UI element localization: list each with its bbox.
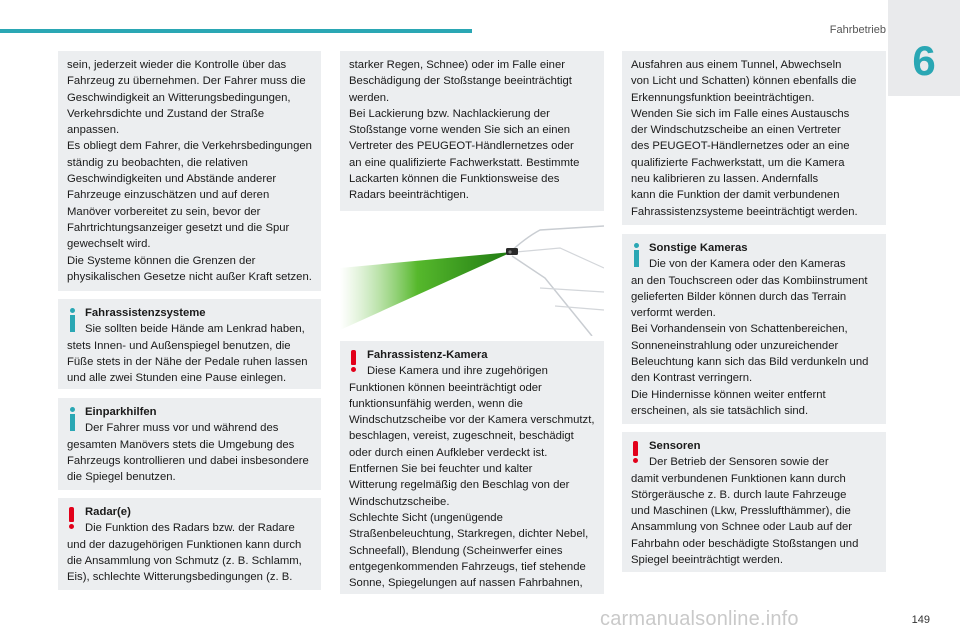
- text-block-continued: [340, 51, 604, 211]
- note-first-line: Die von der Kamera oder den Kameras: [649, 258, 846, 271]
- info-note-sonstige-kameras: [622, 234, 886, 424]
- windshield-edge: [516, 248, 604, 268]
- camera-lens: [508, 250, 511, 253]
- note-body: an den Touchscreen oder das Kombiinstrument gelieferten Bilder können durch das Terrain verformt werden. Bei Vorhandensein von Schattenbereichen, Sonneneinstrahlung oder unzureichender Beleuchtung kann sich das Bild verdunkeln und den Kontrast verringern. Die Hindernisse können weiter entfernt erscheinen, als sie tatsächlich sind.: [631, 274, 869, 417]
- warning-note-radar: [58, 498, 321, 590]
- roof-line: [508, 226, 604, 254]
- info-icon: [70, 308, 75, 332]
- warning-note-kamera: [340, 341, 604, 594]
- body-text: sein, jederzeit wieder die Kontrolle über das Fahrzeug zu übernehmen. Der Fahrer muss die Geschwindigkeit an Witterungsbedingungen, Verkehrsdichte und Zustand der Straße anpassen. Es obliegt dem Fahrer, die Verkehrsbedingungen ständig zu beobachten, die relativen Geschwindigkeiten und Abstände anderer Fahrzeuge einzuschätzen und auf deren Manöver vorbereitet zu sein, bevor der Fahrtrichtungsanzeiger gesetzt und die Spur gewechselt wird. Die Systeme können die Grenzen der physikalischen Gesetze nicht außer Kraft setzen.: [67, 59, 312, 283]
- camera-field-of-view: [340, 252, 512, 330]
- note-title: Sonstige Kameras: [649, 242, 748, 254]
- info-note-einparkhilfen: [58, 398, 321, 490]
- note-first-line: Sie sollten beide Hände am Lenkrad haben,: [85, 323, 305, 336]
- warning-note-sensoren: [622, 432, 886, 572]
- camera-icon: [506, 248, 518, 255]
- note-body: gesamten Manövers stets die Umgebung des Fahrzeugs kontrollieren und dabei insbesondere die Spiegel benutzen.: [67, 438, 309, 484]
- note-body: und der dazugehörigen Funktionen kann durch die Ansammlung von Schmutz (z. B. Schlamm, Eis), schlechte Witterungsbedingungen (z. B.: [67, 538, 302, 584]
- note-first-line: Diese Kamera und ihre zugehörigen: [367, 365, 548, 378]
- door-line: [555, 306, 604, 310]
- note-title: Einparkhilfen: [85, 406, 157, 418]
- page-number: 149: [911, 614, 930, 626]
- windshield-camera-illustration: [340, 218, 604, 336]
- body-text: starker Regen, Schnee) oder im Falle einer Beschädigung der Stoßstange beeinträchtigt werden. Bei Lackierung bzw. Nachlackierung der Stoßstange vorne wenden Sie sich an einen Vertreter des PEUGEOT-Händlernetzes oder an eine qualifizierte Fachwerkstatt. Bestimmte Lackarten können die Funktionsweise des Radars beeinträchtigen.: [349, 59, 580, 202]
- warning-icon: [351, 350, 357, 372]
- chapter-tab: [888, 0, 960, 96]
- note-title: Sensoren: [649, 440, 701, 452]
- info-icon: [70, 407, 75, 431]
- note-first-line: Der Fahrer muss vor und während des: [85, 422, 279, 435]
- header-accent-bar: [0, 29, 472, 33]
- windshield-pillar: [512, 256, 592, 336]
- text-block-continued: [58, 51, 321, 291]
- dashboard-line: [540, 288, 604, 292]
- note-first-line: Die Funktion des Radars bzw. der Radare: [85, 522, 295, 535]
- note-title: Fahrassistenz-Kamera: [367, 349, 488, 361]
- note-title: Fahrassistenzsysteme: [85, 307, 206, 319]
- note-body: Funktionen können beeinträchtigt oder funktionsunfähig werden, wenn die Windschutzscheibe vor der Kamera verschmutzt, beschlagen, vereist, zugeschneit, beschädigt oder durch einen Aufkleber verdeckt ist. Entfernen Sie bei feuchter und kalter Witterung regelmäßig den Beschlag von der Windschutzscheibe. Schlechte Sicht (ungenügende Straßenbeleuchtung, Starkregen, dichter Nebel, Schneefall), Blendung (Scheinwerfer eines entgegenkommenden Fahrzeugs, tief stehende Sonne, Spiegelungen auf nassen Fahrbahnen,: [349, 381, 595, 590]
- info-icon: [634, 243, 639, 267]
- warning-icon: [633, 441, 639, 463]
- note-first-line: Der Betrieb der Sensoren sowie der: [649, 456, 829, 469]
- watermark-text: carmanualsonline.info: [600, 608, 799, 630]
- warning-icon: [69, 507, 75, 529]
- body-text: Ausfahren aus einem Tunnel, Abwechseln von Licht und Schatten) können ebenfalls die Erkennungsfunktion beeinträchtigen. Wenden Sie sich im Falle eines Austauschs der Windschutzscheibe an einen Vertreter des PEUGEOT-Händlernetzes oder an eine qualifizierte Fachwerkstatt, um die Kamera neu kalibrieren zu lassen. Andernfalls kann die Funktion der damit verbundenen Fahrassistenzsysteme beeinträchtigt werden.: [631, 59, 858, 218]
- chapter-number: 6: [912, 37, 936, 84]
- text-block-continued: [622, 51, 886, 225]
- note-title: Radar(e): [85, 506, 131, 518]
- note-body: stets Innen- und Außenspiegel benutzen, die Füße stets in der Nähe der Pedale ruhen lassen und alle zwei Stunden eine Pause einlegen.: [67, 339, 308, 385]
- section-title: Fahrbetrieb: [829, 24, 886, 36]
- info-note-fahrassistenz: [58, 299, 321, 389]
- note-body: damit verbundenen Funktionen kann durch Störgeräusche z. B. durch laute Fahrzeuge und Maschinen (Lkw, Presslufthämmer), die Ansammlung von Schnee oder Laub auf der Fahrbahn oder beschädigte Stoßstangen und Spiegel beeinträchtigt werden.: [631, 472, 859, 567]
